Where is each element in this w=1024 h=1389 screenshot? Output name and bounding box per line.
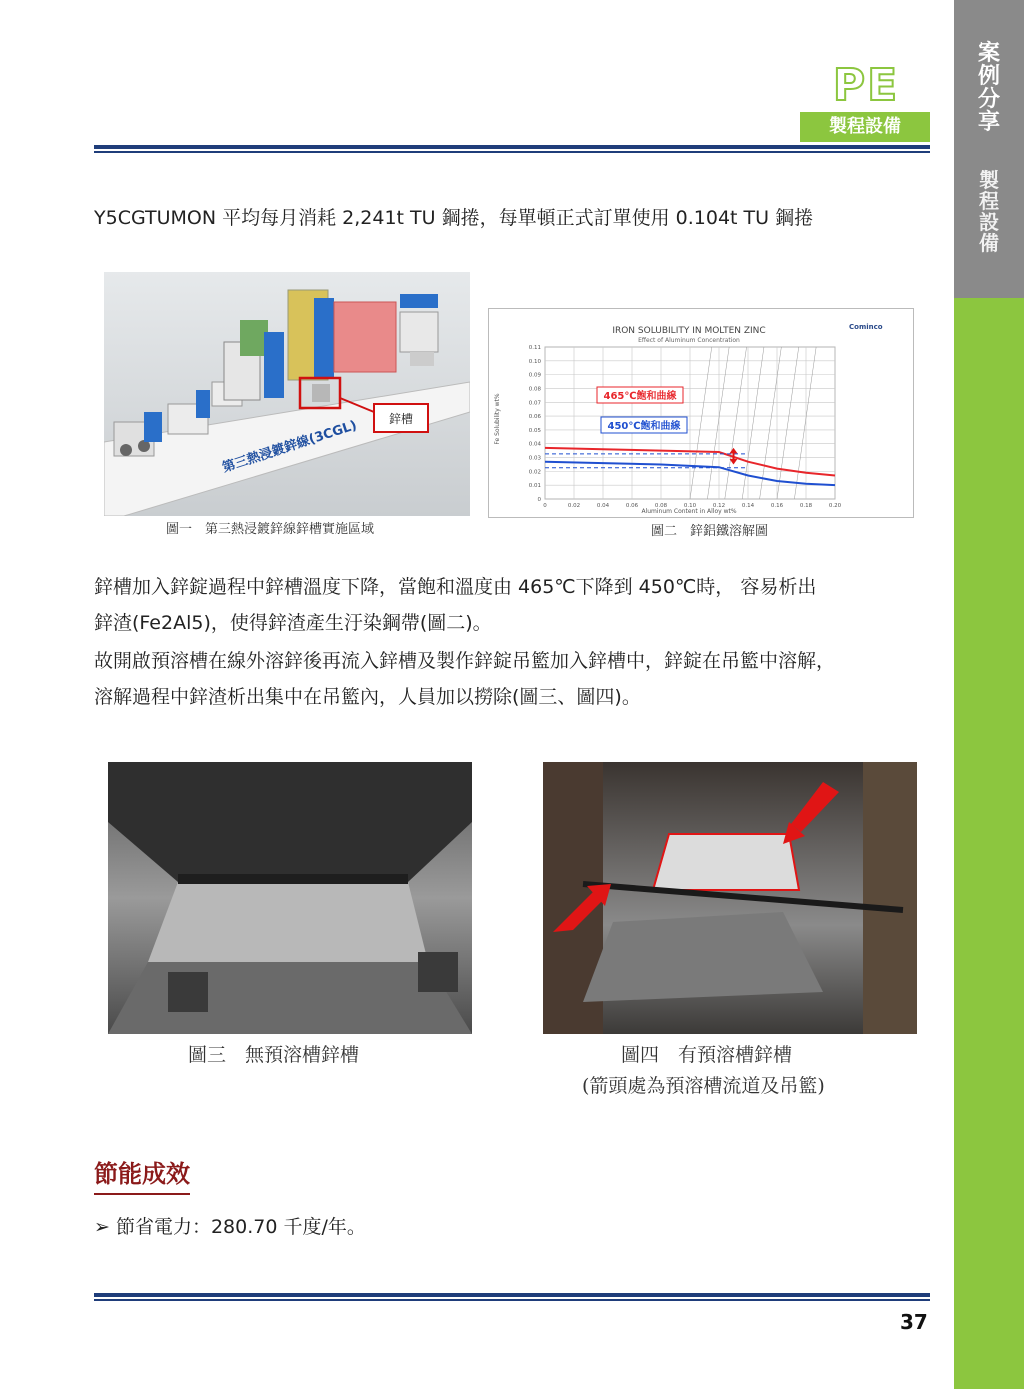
figure1-callout: 鋅槽 xyxy=(388,412,414,426)
figure4-photo xyxy=(543,762,917,1034)
label-465: 465℃飽和曲線 xyxy=(603,391,677,402)
chart-phase-line xyxy=(760,347,782,499)
chart-x-tick-label: 0 xyxy=(543,503,547,509)
side-tab-category xyxy=(954,168,1024,1389)
chart-x-tick-label: 0.06 xyxy=(625,503,639,509)
header-badge: 製程設備 xyxy=(800,112,930,142)
iron-solubility-chart xyxy=(489,309,913,517)
chart-phase-line xyxy=(725,347,747,499)
chart-y-tick-label: 0.05 xyxy=(528,427,541,434)
figure3-caption: 圖三 無預溶槽鋅槽 xyxy=(188,1044,360,1066)
chart-phase-line xyxy=(707,347,729,499)
footer-rule-thin xyxy=(94,1299,930,1301)
chart-x-tick-label: 0.18 xyxy=(799,503,813,509)
figure4-caption-line2: (箭頭處為預溶槽流道及吊籃) xyxy=(582,1075,825,1097)
body-line-4: 溶解過程中鋅渣析出集中在吊籃內，人員加以撈除(圖三、圖四)。 xyxy=(94,686,641,708)
figure1-line-label: 第三熱浸鍍鋅線(3CGL) xyxy=(220,418,359,476)
chart-y-tick-label: 0.01 xyxy=(528,483,541,490)
chart-y-tick-label: 0 xyxy=(537,497,541,503)
chart-title: IRON SOLUBILITY IN MOLTEN ZINC xyxy=(612,326,766,336)
chart-y-tick-label: 0.07 xyxy=(528,400,541,407)
chart-phase-line xyxy=(690,347,712,499)
chart-ylabel: Fe Solubility wt% xyxy=(494,393,501,445)
chart-x-tick-label: 0.08 xyxy=(654,503,668,509)
figure3-photo xyxy=(108,762,472,1034)
figure2-caption: 圖二 鋅鋁鐵溶解圖 xyxy=(651,524,769,539)
figure4-illustration xyxy=(543,762,917,1034)
pe-logo: PE xyxy=(832,60,900,111)
page-number: 37 xyxy=(900,1310,928,1334)
chart-grid xyxy=(545,347,835,499)
chart-phase-line xyxy=(794,347,816,499)
body-line-1: 鋅槽加入鋅錠過程中鋅槽溫度下降，當飽和溫度由 465℃下降到 450℃時， 容易析出 xyxy=(94,576,817,598)
chart-x-tick-label: 0.04 xyxy=(596,503,610,509)
chart-y-tick-label: 0.08 xyxy=(528,386,541,393)
figure3-illustration xyxy=(108,762,472,1034)
chart-delta-arrow-head xyxy=(730,459,738,465)
chart-y-tick-label: 0.06 xyxy=(528,414,541,421)
chart-y-tick-label: 0.04 xyxy=(528,441,541,448)
figure1-caption: 圖一 第三熱浸鍍鋅線鋅槽實施區域 xyxy=(166,522,375,537)
bullet-item xyxy=(94,1212,366,1239)
chart-y-tick-label: 0.03 xyxy=(528,455,541,462)
side-tab-category-label: 製 程 設 備 xyxy=(979,168,999,255)
figure1-image xyxy=(104,272,470,516)
bullet-arrow-icon: ➢ xyxy=(94,1216,110,1238)
chart-y-tick-label: 0.02 xyxy=(528,469,541,476)
label-450: 450℃飽和曲線 xyxy=(607,421,681,432)
header-rule xyxy=(94,145,930,149)
chart-xlabel: Aluminum Content in Alloy wt% xyxy=(641,508,737,515)
chart-subtitle: Effect of Aluminum Concentration xyxy=(638,337,740,344)
chart-y-tick-label: 0.11 xyxy=(528,345,541,351)
header-rule-thin xyxy=(94,151,930,153)
footer-rule xyxy=(94,1293,930,1297)
chart-x-tick-label: 0.14 xyxy=(741,503,755,509)
chart-phase-line xyxy=(777,347,799,499)
chart-logo-text: Cominco xyxy=(849,323,883,331)
bullet-text: 節省電力：280.70 千度/年。 xyxy=(115,1216,366,1238)
chart-x-tick-label: 0.12 xyxy=(712,503,726,509)
chart-y-tick-label: 0.10 xyxy=(528,358,541,365)
section-title: 節能成效 xyxy=(94,1154,190,1195)
chart-x-tick-label: 0.20 xyxy=(828,503,842,509)
figure2-chart xyxy=(488,308,914,518)
figure4-caption-line1: 圖四 有預溶槽鋅槽 xyxy=(621,1044,793,1066)
chart-x-tick-label: 0.10 xyxy=(683,503,697,509)
intro-text: Y5CGTUMON 平均每月消耗 2,241t TU 鋼捲，每單頓正式訂單使用 0.104t TU 鋼捲 xyxy=(94,207,814,229)
body-line-2: 鋅渣(Fe2Al5)，使得鋅渣產生汙染鋼帶(圖二)。 xyxy=(94,612,492,634)
body-line-3: 故開啟預溶槽在線外溶鋅後再流入鋅槽及製作鋅錠吊籃加入鋅槽中，鋅錠在吊籃中溶解， xyxy=(94,650,836,672)
figure1-illustration xyxy=(104,272,470,516)
chart-y-tick-label: 0.09 xyxy=(528,372,541,379)
chart-x-tick-label: 0.02 xyxy=(567,503,581,509)
chart-x-tick-label: 0.16 xyxy=(770,503,784,509)
side-tab-label: 案 例 分 享 xyxy=(977,41,1000,136)
chart-delta-arrow-head xyxy=(730,448,738,454)
